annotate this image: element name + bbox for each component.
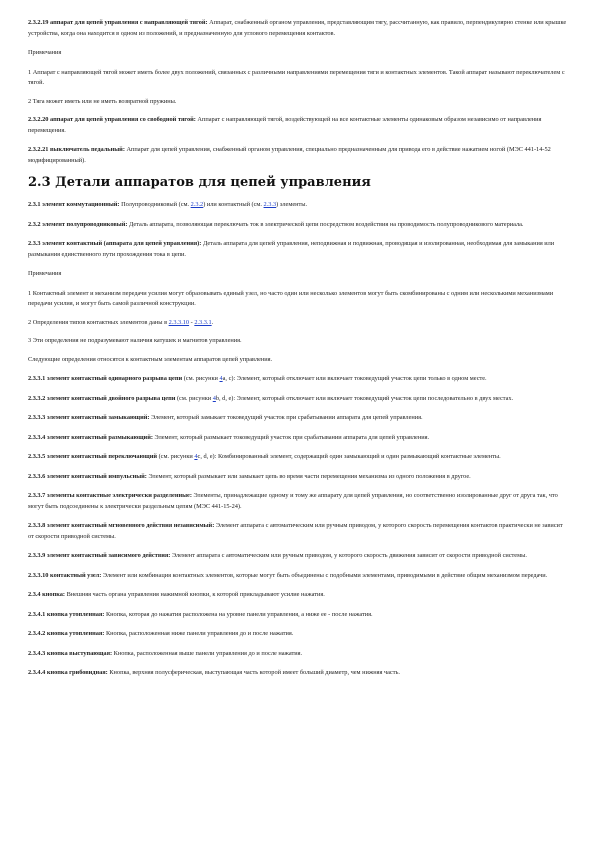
intro-text: Следующие определения относятся к контактным элементам аппаратов цепей управления. — [28, 355, 273, 363]
link-figure-4[interactable]: 4 — [219, 375, 223, 382]
paragraph-2-3-4 — [28, 590, 567, 601]
section-heading: 2.3 Детали аппаратов для цепей управления — [28, 175, 371, 190]
definition: Полупроводниковый (см. — [119, 201, 191, 208]
term: 2.3.3.6 элемент контактный импульсный: — [28, 472, 147, 480]
paragraph-2-3-3-1 — [28, 374, 567, 385]
term: 2.3.3.10 контактный узел: — [28, 571, 102, 579]
definition: Аппарат с направляющей тягой, воздействующей на все контактные элементы одинаковым образом независимо от направления перемещения. — [28, 116, 542, 134]
term: 2.3.3.3 элемент контактный замыкающий: — [28, 414, 150, 421]
definition: Элементы, принадлежащие одному и тому же аппарату для цепей управления, но соответственно изолированные друг от друга так, что могут быть подсоединены к электрически раздельным цепям (МЭС 441-15-24). — [28, 492, 558, 510]
definition: a, c): Элемент, который отключает или включает токоведущий участок цепи только в одном месте. — [222, 375, 487, 382]
term: 2.3.3.9 элемент контактный зависимого действия: — [28, 552, 171, 559]
term: 2.3.3.1 элемент контактный одинарного разрыва цепи — [28, 375, 183, 382]
definition: Элемент аппарата с автоматическим или ручным приводом, у которого скорость движения зависит от скорости приводной системы. — [170, 552, 527, 559]
definition: Кнопка, расположенная ниже панели управления до и после нажатия. — [104, 630, 294, 637]
definition: Аппарат, снабженный органом управления, представляющим тягу, рассчитанную, как правило, перпендикулярно стенке или крышке устройства, когда она находится в одном из положений, и предназначенную для углового перемещения контактов. — [28, 19, 567, 37]
link-2-3-2[interactable]: 2.3.2 — [190, 201, 204, 208]
note-text: . — [211, 318, 214, 326]
paragraph-2-3-3-10 — [28, 571, 567, 582]
definition: ) или контактный (см. — [203, 201, 264, 208]
term: 2.3.1 элемент коммутационный: — [28, 201, 120, 208]
note-text: - — [189, 318, 195, 326]
paragraph-2-3-2-21 — [28, 145, 567, 166]
term: 2.3.4.4 кнопка грибовидная: — [28, 669, 108, 676]
definition: Деталь аппарата, позволяющая переключать ток в электрической цепи посредством воздействия на проводимость полупроводникового материала. — [127, 220, 524, 228]
definition: Кнопка, расположенная выше панели управления до и после нажатия. — [112, 649, 303, 657]
definition: (см. рисунки — [175, 394, 213, 402]
paragraph-2-3-2-20 — [28, 115, 567, 136]
definition: Кнопка, верхняя полусферическая, выступающая часть которой имеет больший диаметр, чем нижняя часть. — [107, 669, 400, 676]
paragraph-2-3-3-4 — [28, 433, 567, 444]
note: 2 Тяга может иметь или не иметь возвратной пружины. — [28, 97, 177, 105]
term: 2.3.2.19 аппарат для цепей управления с направляющей тягой: — [28, 19, 208, 26]
note — [28, 318, 567, 329]
term: 2.3.2.21 выключатель педальный: — [28, 146, 125, 153]
paragraph-2-3-3-6 — [28, 472, 567, 483]
link-2-3-3-1[interactable]: 2.3.3.1 — [194, 318, 212, 326]
definition: Кнопка, которая до нажатия расположена на уровне панели управления, а ниже ее - после нажатия. — [104, 610, 373, 618]
definition: (см. рисунки — [182, 375, 220, 382]
definition: Элемент или комбинация контактных элементов, которые могут быть объединены с подобными элементами, приводимыми в действие общим механизмом передачи. — [101, 571, 548, 579]
term: 2.3.4.3 кнопка выступающая: — [28, 649, 113, 657]
definition: (см. рисунки — [157, 453, 195, 460]
definition: Элемент аппарата с автоматическим или ручным приводом, у которого скорость перемещения контактов практически не зависит от скорости приводной системы. — [28, 522, 563, 540]
paragraph-2-3-2-19 — [28, 18, 567, 39]
term: 2.3.4.2 кнопка утопленная: — [28, 630, 105, 637]
term: 2.3.2.20 аппарат для цепей управления со свободной тягой: — [28, 116, 196, 123]
paragraph-2-3-3-3 — [28, 413, 567, 424]
term: 2.3.3 элемент контактный (аппарата для цепей управления): — [28, 240, 202, 247]
paragraph-2-3-2 — [28, 220, 567, 231]
term: 2.3.3.2 элемент контактный двойного разрыва цепи — [28, 394, 176, 402]
term: 2.3.3.7 элементы контактные электрически разделенные: — [28, 492, 192, 499]
paragraph-2-3-3-5 — [28, 452, 567, 463]
link-2-3-3[interactable]: 2.3.3 — [263, 201, 277, 208]
definition: Аппарат для цепей управления, снабженный органом управления, специально предназначенным для привода его в действие нажатием ногой (МЭС 441-14-52 модифицированный). — [28, 146, 551, 164]
definition: Элемент, который размыкает токоведущий участок при срабатывании аппарата для цепей управления. — [152, 433, 430, 441]
paragraph-2-3-4-4 — [28, 668, 567, 679]
paragraph-2-3-4-2 — [28, 629, 567, 640]
notes-label: Примечания — [28, 49, 62, 56]
link-2-3-3-10[interactable]: 2.3.3.10 — [168, 318, 190, 326]
definition: Элемент, который замыкает токоведущий участок при срабатывании аппарата для цепей управления. — [149, 414, 423, 421]
term: 2.3.4 кнопка: — [28, 591, 65, 598]
paragraph-2-3-3-7 — [28, 491, 567, 512]
paragraph-2-3-4-1 — [28, 610, 567, 621]
link-figure-4[interactable]: 4 — [194, 453, 198, 460]
paragraph-2-3-3-9 — [28, 551, 567, 562]
note: 3 Эти определения не подразумевают наличия катушек и магнитов управления. — [28, 337, 242, 344]
definition: c, d, e): Комбинированный элемент, содержащий один замыкающий и один размыкающий контактные элементы. — [197, 453, 501, 460]
paragraph-2-3-1 — [28, 200, 567, 211]
note-text: 2 Определения типов контактных элементов даны в — [28, 318, 169, 326]
link-figure-4[interactable]: 4 — [212, 394, 216, 402]
paragraph-2-3-3-8 — [28, 521, 567, 542]
definition: Элемент, который размыкает или замыкает цепь во время части перемещения механизма из одного положения в другое. — [146, 472, 471, 480]
term: 2.3.3.5 элемент контактный переключающий — [28, 453, 158, 460]
term: 2.3.2 элемент полупроводниковый: — [28, 220, 128, 228]
note: 1 Аппарат с направляющей тягой может иметь более двух положений, связанных с различными направлениями перемещения тяги и контактных элементов. Такой аппарат называют переключателем с тягой. — [28, 68, 565, 86]
paragraph-2-3-3-2 — [28, 394, 567, 405]
notes-label: Примечания — [28, 270, 62, 277]
definition: Внешняя часть органа управления нажимной кнопки, к которой прикладывают усилие нажатия. — [65, 591, 325, 598]
paragraph-2-3-3 — [28, 239, 567, 260]
definition: b, d, e): Элемент, который отключает или включает токоведущий участок цепи последовательно в двух местах. — [215, 394, 514, 402]
paragraph-2-3-4-3 — [28, 649, 567, 660]
note: 1 Контактный элемент и механизм передачи усилия могут образовывать единый узел, но часто один или несколько элементов могут быть скомбинированы с одним или несколькими механизмами передачи усилия, и могут быть самой различной конструкции. — [28, 289, 554, 307]
term: 2.3.3.8 элемент контактный мгновенного действия независимый: — [28, 522, 215, 529]
term: 2.3.3.4 элемент контактный размыкающий: — [28, 433, 153, 441]
definition: Деталь аппарата для цепей управления, неподвижная и подвижная, проводящая и изолированная, необходимая для замыкания или размыкания единственного пути прохождения тока в цепи. — [28, 240, 555, 258]
definition: ) элементы. — [276, 201, 308, 208]
term: 2.3.4.1 кнопка утопленная: — [28, 610, 105, 618]
